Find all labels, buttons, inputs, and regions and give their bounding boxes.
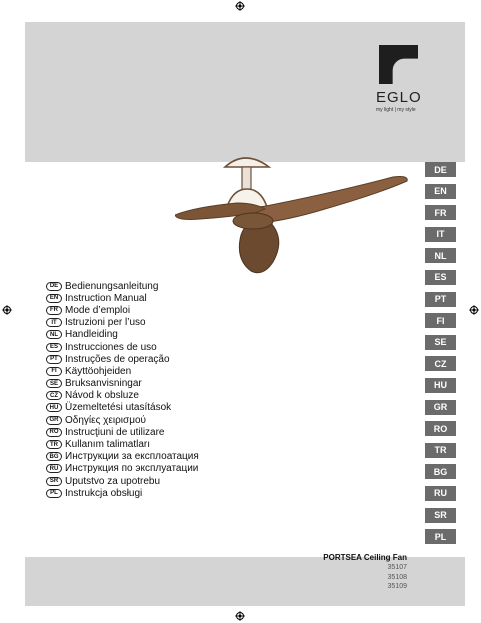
manual-title: Инструкции за експлоатация [65,451,199,463]
manual-title: Bruksanvisningar [65,378,142,390]
language-tab[interactable]: PT [425,292,456,307]
language-badge: NL [46,330,62,339]
language-tab[interactable]: DE [425,162,456,177]
language-tab[interactable]: RO [425,421,456,436]
manual-title: Kullanım talimatları [65,439,151,451]
language-badge: CZ [46,391,62,400]
language-tab[interactable]: TR [425,443,456,458]
manual-title-item [46,317,286,329]
language-badge: EN [46,294,62,303]
language-badge: PL [46,489,62,498]
manual-title-item [46,487,286,499]
manual-title-list [46,280,286,499]
language-tab[interactable]: PL [425,529,456,544]
product-code: 35108 [387,573,407,581]
manual-title: Instrukcja obsługi [65,487,143,499]
manual-title: Üzemeltetési utasítások [65,402,172,414]
registration-mark-right [469,305,479,315]
language-code-tabs [425,162,456,551]
manual-title: Instrucţiuni de utilizare [65,426,165,438]
brand-name: EGLO [376,89,422,106]
language-badge: RU [46,464,62,473]
manual-title-item [46,414,286,426]
language-badge: BG [46,452,62,461]
manual-title-item [46,329,286,341]
language-tab[interactable]: FI [425,313,456,328]
manual-title: Instruções de operação [65,353,170,365]
product-title: PORTSEA Ceiling Fan [323,553,407,562]
language-tab[interactable]: NL [425,248,456,263]
manual-title: Käyttöohjeiden [65,365,132,377]
manual-title: Bedienungsanleitung [65,280,159,292]
language-tab[interactable]: FR [425,205,456,220]
ceiling-fan-illustration [175,147,415,282]
manual-title: Istruzioni per l’uso [65,317,146,329]
manual-title-item [46,463,286,475]
language-badge: TR [46,440,62,449]
manual-title: Handleiding [65,329,118,341]
manual-title: Uputstvo za upotrebu [65,475,161,487]
manual-title-item [46,378,286,390]
product-code: 35109 [387,583,407,590]
manual-title: Instruction Manual [65,292,147,304]
manual-title-item [46,280,286,292]
manual-title-item [46,365,286,377]
language-badge: FI [46,367,62,376]
manual-title-item [46,304,286,316]
manual-title: Instrucciones de uso [65,341,157,353]
manual-title-item [46,292,286,304]
manual-title-item [46,438,286,450]
language-badge: RO [46,428,62,437]
product-info [323,553,407,592]
manual-title-item [46,451,286,463]
language-badge: DE [46,282,62,291]
language-tab[interactable]: SR [425,508,456,523]
language-tab[interactable]: ES [425,270,456,285]
registration-mark-left [2,305,12,315]
language-badge: FR [46,306,62,315]
eglo-logo-mark-icon [379,45,418,84]
product-code: 35107 [387,564,407,571]
manual-title-item [46,426,286,438]
language-badge: SR [46,477,62,486]
brand-tagline: my light | my style [376,107,416,113]
language-tab[interactable]: HU [425,378,456,393]
language-tab[interactable]: SE [425,335,456,350]
language-tab[interactable]: BG [425,464,456,479]
registration-mark-top [235,1,245,11]
manual-title-item [46,353,286,365]
eglo-logo [376,45,436,113]
manual-title-item [46,402,286,414]
language-tab[interactable]: IT [425,227,456,242]
language-badge: SE [46,379,62,388]
manual-cover [25,22,465,606]
manual-title: Οδηγίες χειρισμού [65,414,146,426]
language-badge: PT [46,355,62,364]
manual-title-item [46,390,286,402]
registration-mark-bottom [235,611,245,621]
manual-title: Инструкция по эксплуатации [65,463,199,475]
language-tab[interactable]: EN [425,184,456,199]
language-badge: GR [46,416,62,425]
language-tab[interactable]: GR [425,400,456,415]
language-tab[interactable]: CZ [425,356,456,371]
manual-title-item [46,341,286,353]
language-badge: IT [46,318,62,327]
manual-title: Mode d’emploi [65,304,131,316]
manual-title-item [46,475,286,487]
language-badge: ES [46,343,62,352]
language-badge: HU [46,403,62,412]
language-tab[interactable]: RU [425,486,456,501]
manual-title: Návod k obsluze [65,390,139,402]
